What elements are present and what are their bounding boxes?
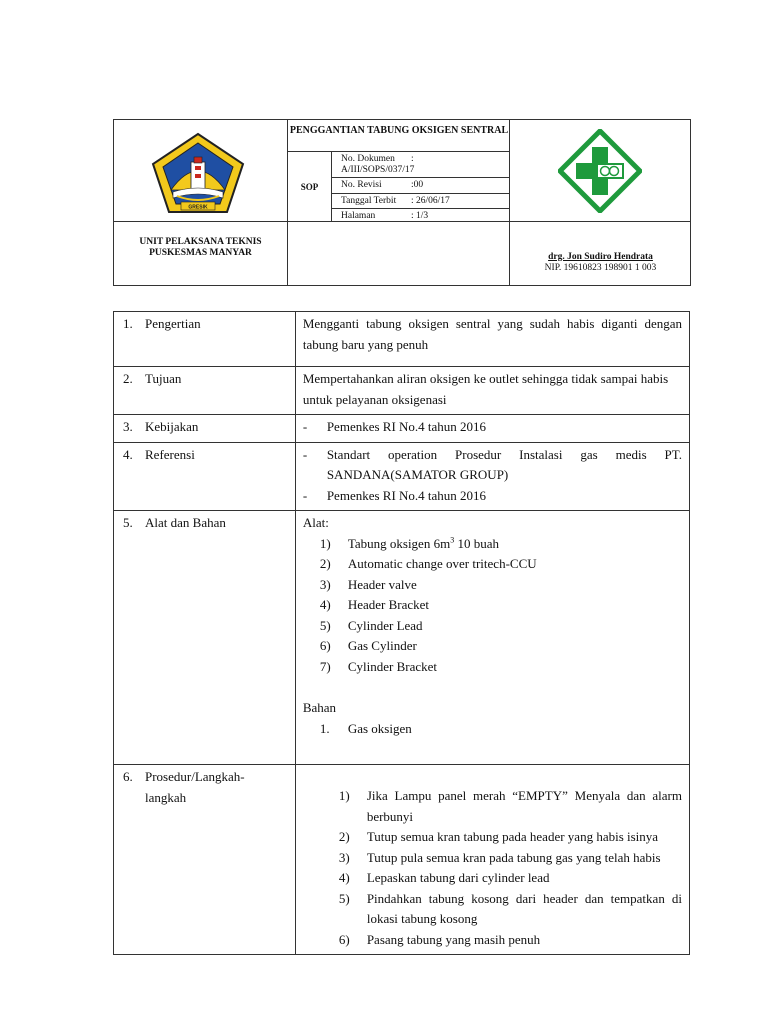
list-item: 3) Header valve [319,576,417,592]
row-alat-bahan: 5. Alat dan Bahan Alat: 1) Tabung oksigen $6m^3$ 10 buah 2) Automatic change over tritech-CCU 3) Header valve 4) Header Bracket 5) Cylinder Lead 6) Gas Cylinder 7) Cylinder Bracket Bahan 1. Gas oksigen [114,511,690,765]
bahan-list [303,719,682,740]
sop-header-table [113,119,691,286]
list-item: 5) Cylinder Lead [319,617,423,633]
signer-nip: NIP. 19610823 198901 1 003 [544,263,657,273]
signer-name: drg. Jon Sudiro Hendrata [548,252,653,262]
row-tujuan: 2. Tujuan Mempertahankan aliran oksigen ke outlet sehingga tidak sampai habis untuk pelayanan oksigenasi [114,367,690,415]
list-item: - Standart operation Prosedur Instalasi gas medis PT. SANDANA(SAMATOR GROUP) [302,446,682,482]
sop-content-table [113,311,690,955]
row-label: Referensi [145,446,195,462]
alat-list [303,534,682,678]
list-item: 1) Jika Lampu panel merah “EMPTY” Menyala dan alarm berbunyi [338,788,682,824]
meta-page: Halaman : 1/3 [341,211,429,221]
list-item: - Pemenkes RI No.4 tahun 2016 [302,487,487,503]
row-prosedur: 6. Prosedur/Langkah- langkah 1) Jika Lampu panel merah “EMPTY” Menyala dan alarm berbunyi 2) Tutup semua kran tabung pada header yang habis isinya 3) Tutup pula semua kran pada tabung gas yang telah habis 4) Lepaskan tabung dari cylinder lead 5) Pindahkan tabung kosong dari header dan tempatkan di lokasi tabung kosong 6) Pasang tabung yang masih penuh [114,765,690,955]
row-label: Alat dan Bahan [145,515,226,530]
list-item: 1) Tabung oksigen $6m^3$ 10 buah [319,535,499,551]
list-item: - Pemenkes RI No.4 tahun 2016 [302,419,487,434]
document-meta [332,152,510,224]
meta-doc-number: No. Dokumen : A/III/SOPS/037/17 [332,152,510,178]
unit-cell [114,222,288,286]
gresik-regency-logo-icon [151,132,245,214]
row-label: Kebijakan [145,419,199,434]
list-item: 5) Pindahkan tabung kosong dari header dan tempatkan di lokasi tabung kosong [338,890,682,926]
document-title: PENGGANTIAN TABUNG OKSIGEN SENTRAL [288,120,510,152]
list-item: 4) Header Bracket [319,597,430,612]
tujuan-text: Mempertahankan aliran oksigen ke outlet sehingga tidak sampai habis untuk pelayanan oksigenasi [295,367,689,415]
left-logo-text: GRESIK [188,204,208,211]
row-label: Prosedur/Langkah- langkah [145,769,245,805]
blank-cell [288,222,510,286]
row-referensi: 4. Referensi - Standart operation Prosedur Instalasi gas medis PT. SANDANA(SAMATOR GROUP) - Pemenkes RI No.4 tahun 2016 [114,442,690,511]
list-item: 2) Tutup semua kran tabung pada header yang habis isinya [338,829,659,844]
title-meta-cell [288,120,510,222]
pengertian-text: Mengganti tabung oksigen sentral yang sudah habis diganti dengan tabung baru yang penuh [295,312,689,367]
list-item: 6) Pasang tabung yang masih penuh [338,931,541,947]
unit-name: UNIT PELAKSANA TEKNIS PUSKESMAS MANYAR [139,237,262,258]
list-item: 4) Lepaskan tabung dari cylinder lead [338,870,550,885]
meta-revision: No. Revisi :00 [332,178,510,194]
row-label: Pengertian [145,316,201,331]
row-pengertian: 1. Pengertian Mengganti tabung oksigen sentral yang sudah habis diganti dengan tabung baru yang penuh [114,312,690,367]
right-logo-cell [510,120,691,222]
list-item: 6) Gas Cylinder [319,638,417,653]
alat-label: Alat: [302,515,329,530]
list-item: 3) Tutup pula semua kran pada tabung gas yang telah habis [338,849,661,865]
puskesmas-cross-logo-icon [558,129,642,213]
list-item: 1. Gas oksigen [319,720,412,736]
list-item: 7) Cylinder Bracket [319,658,437,674]
row-label: Tujuan [145,371,182,386]
sop-label: SOP [288,152,332,222]
list-item: 2) Automatic change over tritech-CCU [319,556,537,571]
left-logo-cell [114,120,288,222]
bahan-label: Bahan [302,700,337,715]
prosedur-list [303,786,682,950]
meta-issue-date: Tanggal Terbit : 26/06/17 [332,194,510,210]
signature-cell [510,222,691,286]
row-kebijakan: 3. Kebijakan - Pemenkes RI No.4 tahun 2016 [114,415,690,443]
